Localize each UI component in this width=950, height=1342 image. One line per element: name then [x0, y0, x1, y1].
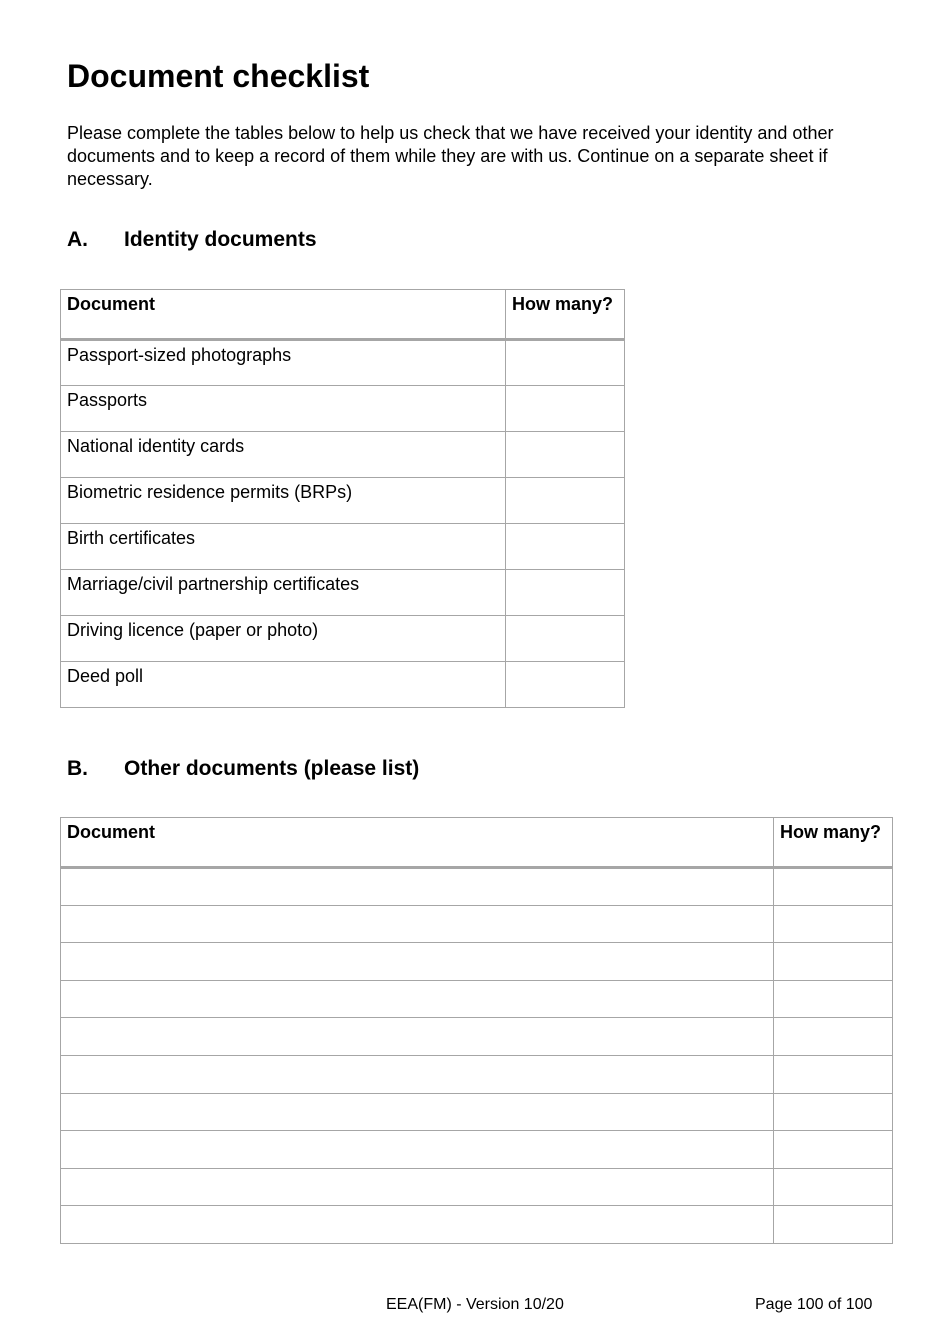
- section-b-title: Other documents (please list): [124, 757, 420, 780]
- footer-page-number: Page 100 of 100: [755, 1296, 873, 1313]
- count-cell[interactable]: [506, 478, 625, 524]
- document-entry-cell[interactable]: [61, 868, 774, 906]
- document-entry-cell[interactable]: [61, 980, 774, 1018]
- count-cell[interactable]: [506, 386, 625, 432]
- table-row: [61, 616, 625, 662]
- section-a-heading: [67, 227, 317, 253]
- count-cell[interactable]: [506, 432, 625, 478]
- document-label: Passport-sized photographs: [61, 340, 506, 386]
- column-header-document: Document: [61, 290, 506, 340]
- count-cell[interactable]: [506, 570, 625, 616]
- count-cell[interactable]: [506, 616, 625, 662]
- table-row: [61, 1131, 893, 1169]
- table-row: [61, 980, 893, 1018]
- table-row: [61, 386, 625, 432]
- table-row: [61, 1206, 893, 1244]
- table-header-row: [61, 818, 893, 868]
- table-row: [61, 1093, 893, 1131]
- count-cell[interactable]: [774, 1018, 893, 1056]
- count-cell[interactable]: [774, 980, 893, 1018]
- count-cell[interactable]: [774, 1055, 893, 1093]
- table-row: [61, 1168, 893, 1206]
- table-row: [61, 1055, 893, 1093]
- count-cell[interactable]: [774, 868, 893, 906]
- column-header-how-many: How many?: [506, 290, 625, 340]
- table-row: [61, 662, 625, 708]
- count-cell[interactable]: [774, 905, 893, 943]
- table-header-row: [61, 290, 625, 340]
- section-b-letter: B.: [67, 757, 88, 780]
- table-row: [61, 524, 625, 570]
- count-cell[interactable]: [774, 1131, 893, 1169]
- document-label: Passports: [61, 386, 506, 432]
- table-row: [61, 478, 625, 524]
- count-cell[interactable]: [506, 524, 625, 570]
- document-label: National identity cards: [61, 432, 506, 478]
- other-documents-table: [60, 817, 893, 1244]
- document-label: Deed poll: [61, 662, 506, 708]
- document-entry-cell[interactable]: [61, 943, 774, 981]
- table-row: [61, 905, 893, 943]
- column-header-document: Document: [61, 818, 774, 868]
- intro-paragraph: Please complete the tables below to help us check that we have received your identity and other documents and to keep a record of them while they are with us. Continue on a separate sheet if necessary.: [67, 123, 834, 189]
- count-cell[interactable]: [774, 1206, 893, 1244]
- table-row: [61, 1018, 893, 1056]
- table-row: [61, 570, 625, 616]
- column-header-how-many: How many?: [774, 818, 893, 868]
- count-cell[interactable]: [774, 943, 893, 981]
- document-entry-cell[interactable]: [61, 1206, 774, 1244]
- table-row: [61, 432, 625, 478]
- section-a-title: Identity documents: [124, 228, 317, 251]
- count-cell[interactable]: [506, 662, 625, 708]
- table-row: [61, 868, 893, 906]
- document-label: Marriage/civil partnership certificates: [61, 570, 506, 616]
- section-b-heading: [67, 756, 419, 782]
- table-row: [61, 943, 893, 981]
- count-cell[interactable]: [774, 1168, 893, 1206]
- table-row: [61, 340, 625, 386]
- identity-documents-table: [60, 289, 625, 708]
- document-entry-cell[interactable]: [61, 1168, 774, 1206]
- document-entry-cell[interactable]: [61, 905, 774, 943]
- document-label: Biometric residence permits (BRPs): [61, 478, 506, 524]
- document-entry-cell[interactable]: [61, 1018, 774, 1056]
- document-label: Driving licence (paper or photo): [61, 616, 506, 662]
- document-entry-cell[interactable]: [61, 1055, 774, 1093]
- document-entry-cell[interactable]: [61, 1093, 774, 1131]
- count-cell[interactable]: [506, 340, 625, 386]
- footer-version: EEA(FM) - Version 10/20: [386, 1296, 564, 1313]
- document-entry-cell[interactable]: [61, 1131, 774, 1169]
- page-title: Document checklist: [67, 58, 370, 94]
- section-a-letter: A.: [67, 228, 88, 251]
- document-label: Birth certificates: [61, 524, 506, 570]
- count-cell[interactable]: [774, 1093, 893, 1131]
